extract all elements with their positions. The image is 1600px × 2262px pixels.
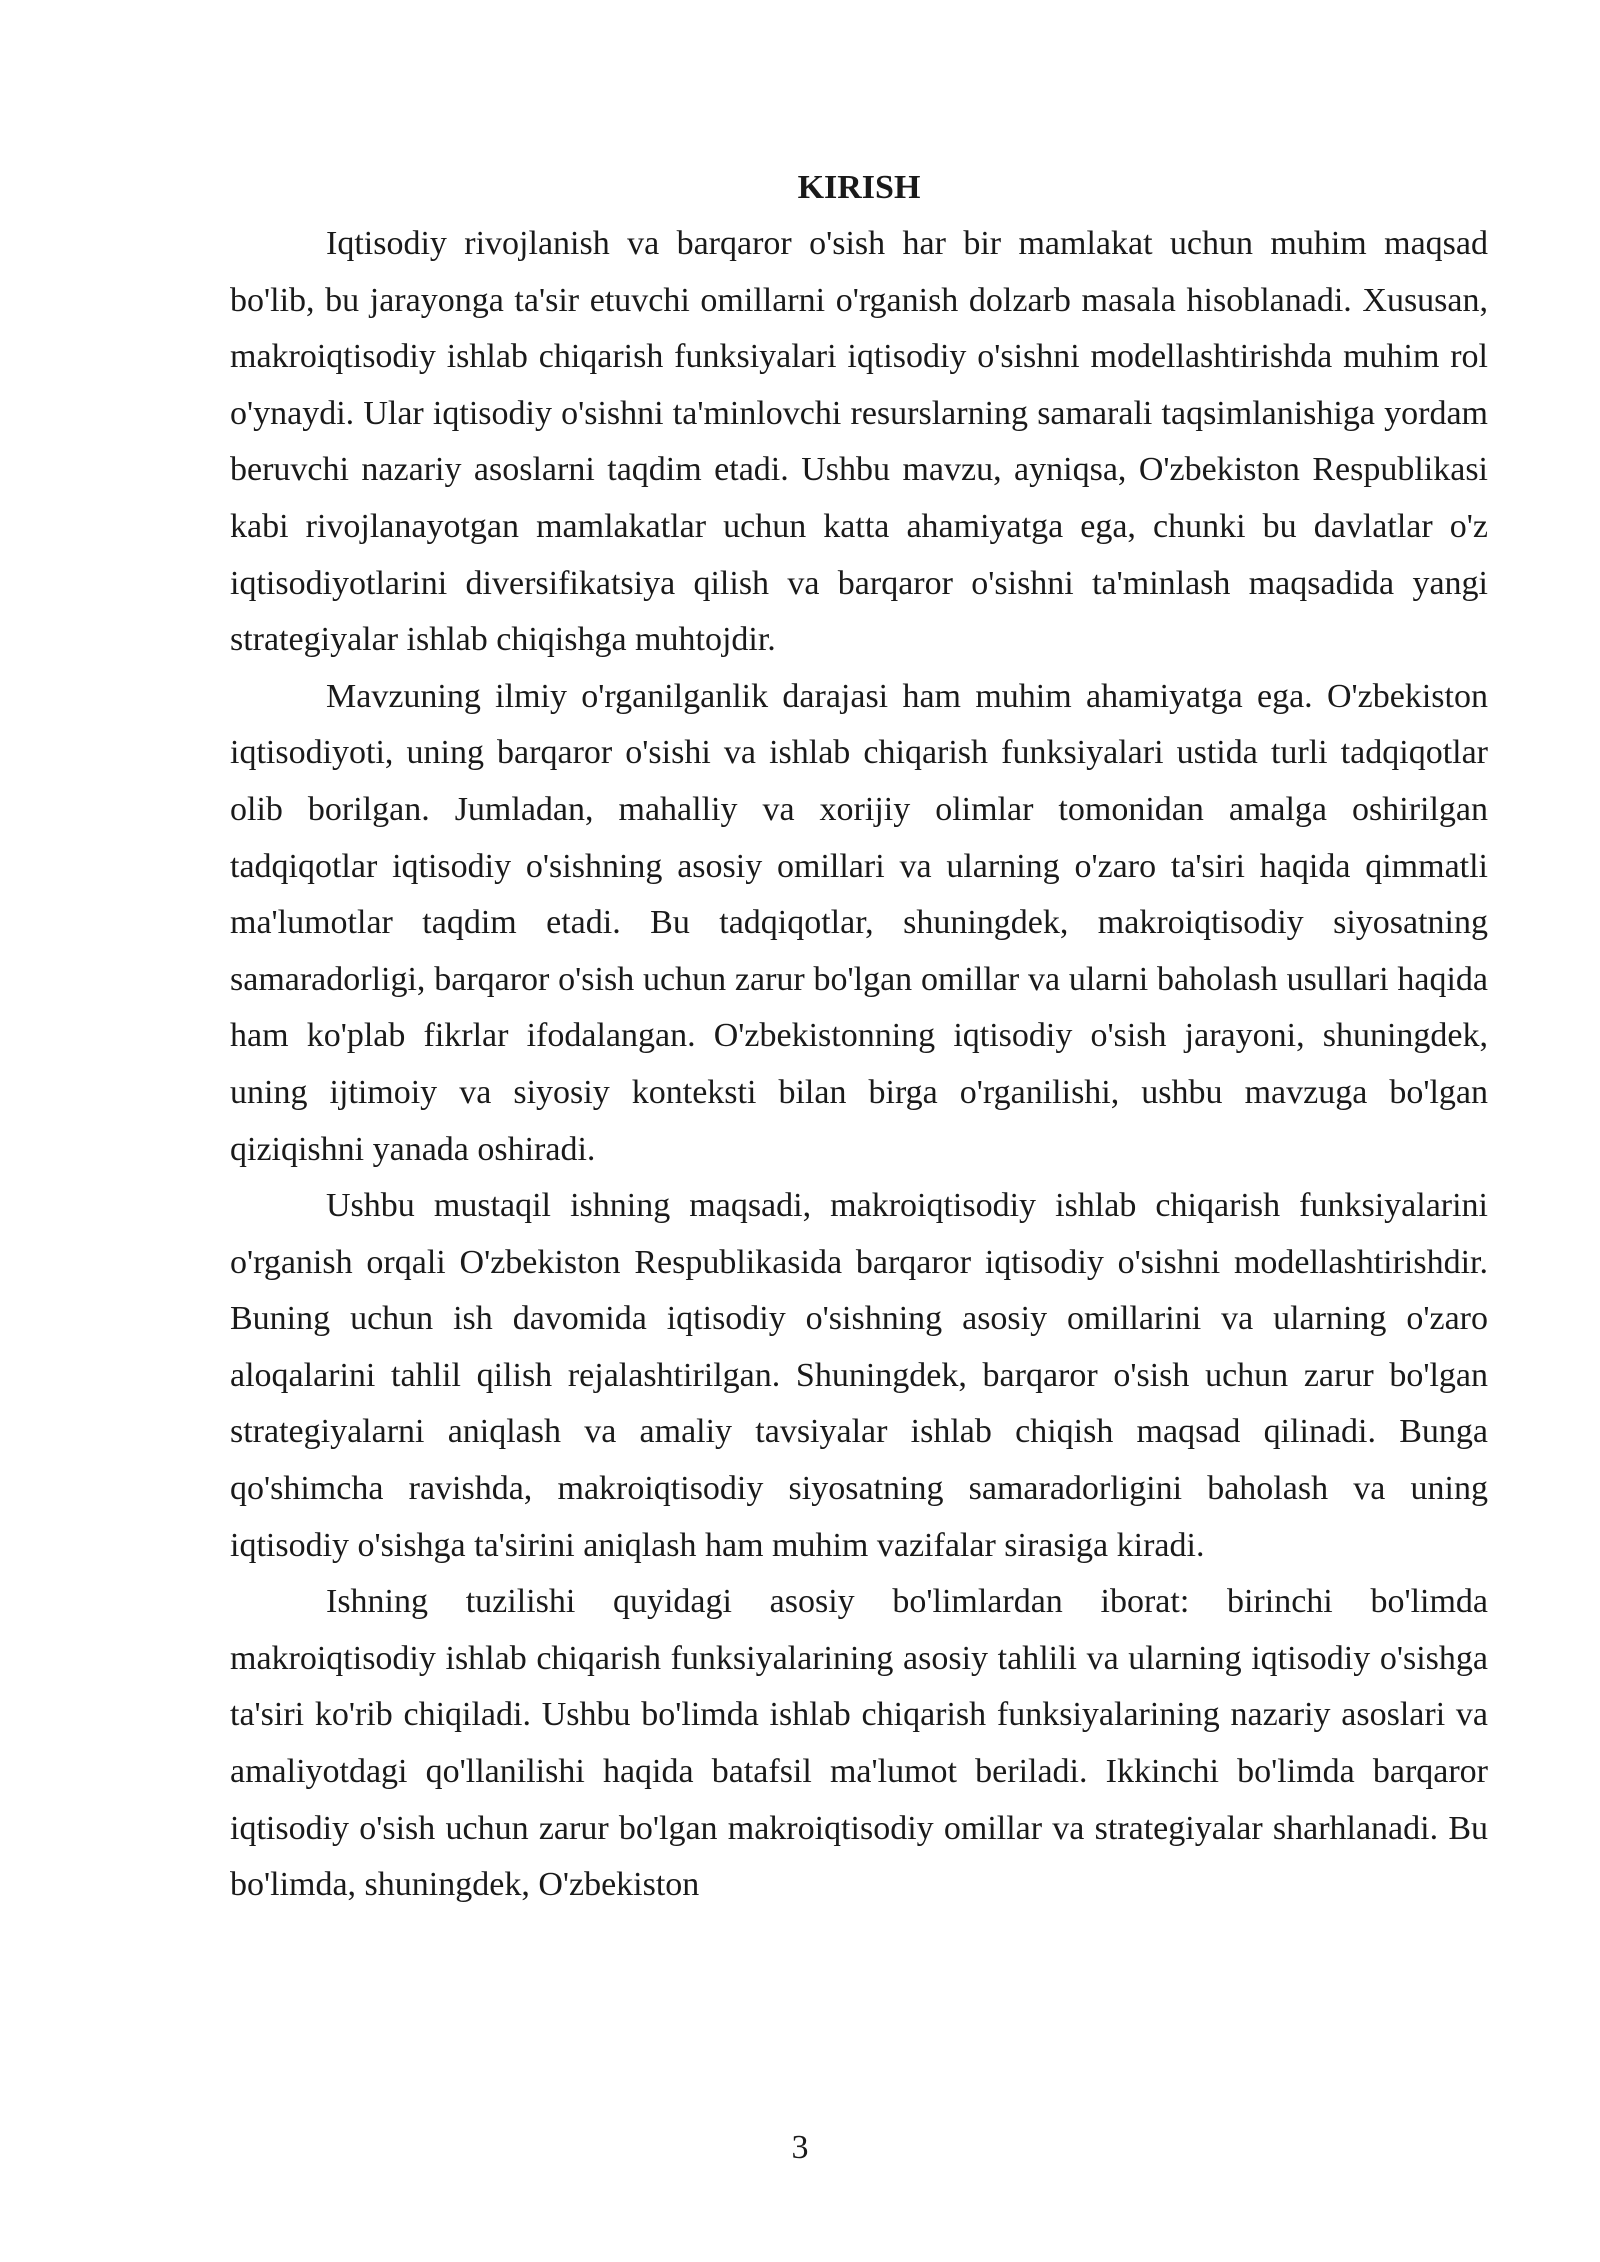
page-number: 3	[791, 2129, 809, 2166]
paragraph-intro: Iqtisodiy rivojlanish va barqaror o'sish har bir mamlakat uchun muhim maqsad bo'lib, bu jarayonga ta'sir etuvchi omillarni o'rganish dolzarb masala hisoblanadi. Xususan, makroiqtisodiy ishlab chiqarish funksiyalari iqtisodiy o'sishni modellashtirishda muhim rol o'ynaydi. Ular iqtisodiy o'sishni ta'minlovchi resurslarning samarali taqsimlanishiga yordam beruvchi nazariy asoslarni taqdim etadi. Ushbu mavzu, ayniqsa, O'zbekiston Respublikasi kabi rivojlanayotgan mamlakatlar uchun katta ahamiyatga ega, chunki bu davlatlar o'z iqtisodiyotlarini diversifikatsiya qilish va barqaror o'sishni ta'minlash maqsadida yangi strategiyalar ishlab chiqishga muhtojdir.	[230, 225, 1488, 659]
document-title: KIRISH	[797, 169, 921, 206]
paragraph-structure: Ishning tuzilishi quyidagi asosiy bo'limlardan iborat: birinchi bo'limda makroiqtisodiy ishlab chiqarish funksiyalarining asosiy tahlili va ularning iqtisodiy o'sishga ta'siri ko'rib chiqiladi. Ushbu bo'limda ishlab chiqarish funksiyalarining nazariy asoslari va amaliyotdagi qo'llanilishi haqida batafsil ma'lumot beriladi. Ikkinchi bo'limda barqaror iqtisodiy o'sish uchun zarur bo'lgan makroiqtisodiy omillar va strategiyalar sharhlanadi. Bu bo'limda, shuningdek, O'zbekiston	[230, 1583, 1488, 1904]
document-page	[230, 160, 1488, 1914]
paragraph-goal: Ushbu mustaqil ishning maqsadi, makroiqtisodiy ishlab chiqarish funksiyalarini o'rganish orqali O'zbekiston Respublikasida barqaror iqtisodiy o'sishni modellashtirishdir. Buning uchun ish davomida iqtisodiy o'sishning asosiy omillarini va ularning o'zaro aloqalarini tahlil qilish rejalashtirilgan. Shuningdek, barqaror o'sish uchun zarur bo'lgan strategiyalarni aniqlash va amaliy tavsiyalar ishlab chiqish maqsad qilinadi. Bunga qo'shimcha ravishda, makroiqtisodiy siyosatning samaradorligini baholash va uning iqtisodiy o'sishga ta'sirini aniqlash ham muhim vazifalar sirasiga kiradi.	[230, 1187, 1488, 1564]
paragraph-research-level: Mavzuning ilmiy o'rganilganlik darajasi ham muhim ahamiyatga ega. O'zbekiston iqtisodiyoti, uning barqaror o'sishi va ishlab chiqarish funksiyalari ustida turli tadqiqotlar olib borilgan. Jumladan, mahalliy va xorijiy olimlar tomonidan amalga oshirilgan tadqiqotlar iqtisodiy o'sishning asosiy omillari va ularning o'zaro ta'siri haqida qimmatli ma'lumotlar taqdim etadi. Bu tadqiqotlar, shuningdek, makroiqtisodiy siyosatning samaradorligi, barqaror o'sish uchun zarur bo'lgan omillar va ularni baholash usullari haqida ham ko'plab fikrlar ifodalangan. O'zbekistonning iqtisodiy o'sish jarayoni, shuningdek, uning ijtimoiy va siyosiy konteksti bilan birga o'rganilishi, ushbu mavzuga bo'lgan qiziqishni yanada oshiradi.	[230, 677, 1488, 1168]
